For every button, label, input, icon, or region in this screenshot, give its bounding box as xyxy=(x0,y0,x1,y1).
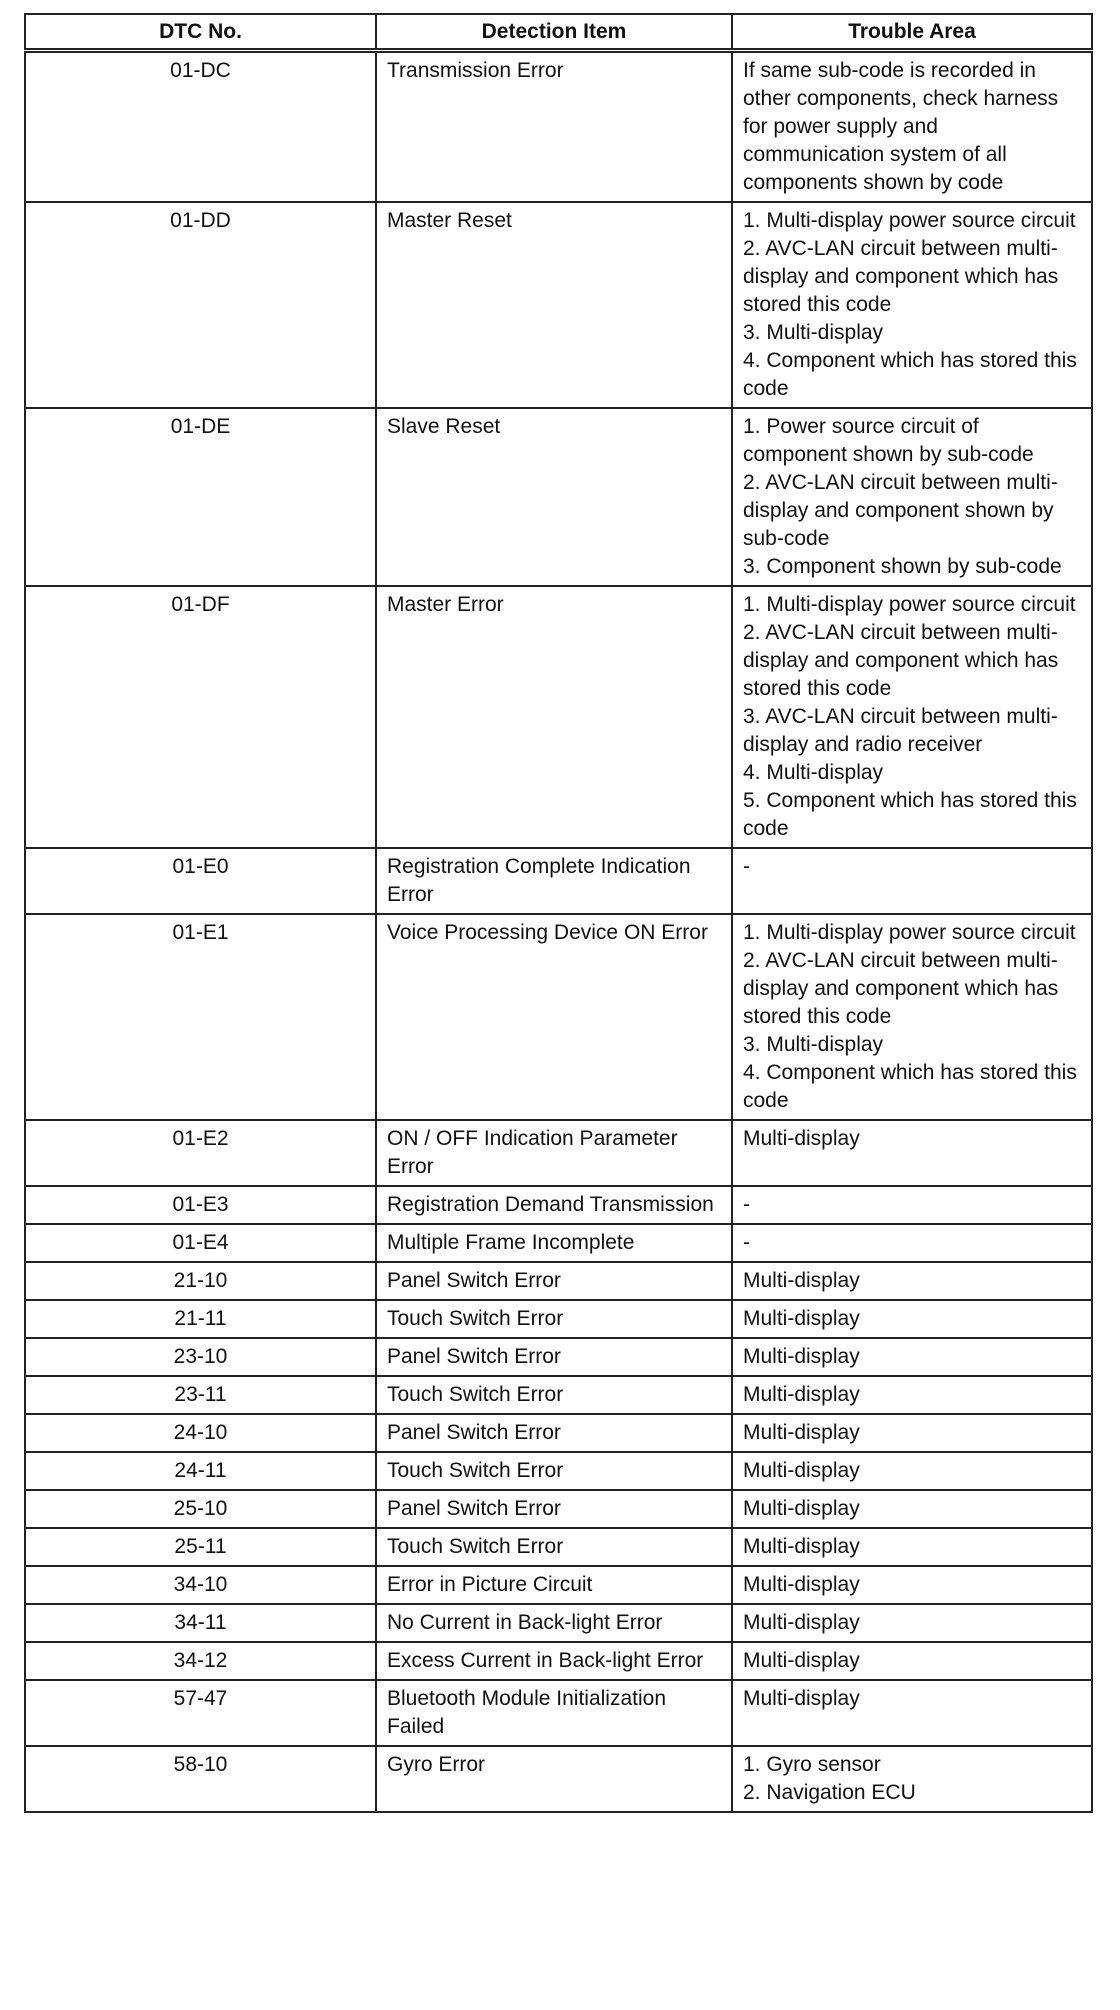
table-row xyxy=(25,51,1092,203)
trouble-area-cell xyxy=(732,1300,1092,1338)
table-row xyxy=(25,1300,1092,1338)
trouble-area-cell xyxy=(732,1490,1092,1528)
trouble-area-line: 3. AVC-LAN circuit between multi-display and radio receiver xyxy=(743,705,1058,756)
trouble-area-line: 4. Multi-display xyxy=(743,761,884,784)
trouble-area-cell xyxy=(732,1746,1092,1812)
dtc-code-cell: 01-E0 xyxy=(25,848,376,914)
trouble-area-line: Multi-display xyxy=(743,1649,860,1672)
table-row xyxy=(25,1528,1092,1566)
header-trouble-area: Trouble Area xyxy=(732,14,1092,51)
trouble-area-line: 4. Component which has stored this code xyxy=(743,349,1077,400)
dtc-code-cell: 24-10 xyxy=(25,1414,376,1452)
table-row xyxy=(25,1490,1092,1528)
detection-item-cell: Error in Picture Circuit xyxy=(376,1566,732,1604)
table-body xyxy=(25,51,1092,1813)
detection-item-cell: Master Reset xyxy=(376,202,732,408)
table-row xyxy=(25,1642,1092,1680)
trouble-area-cell xyxy=(732,586,1092,848)
trouble-area-line: 3. Component shown by sub-code xyxy=(743,555,1062,578)
detection-item-cell: Touch Switch Error xyxy=(376,1376,732,1414)
trouble-area-line: 1. Gyro sensor xyxy=(743,1753,881,1776)
dtc-code-cell: 34-10 xyxy=(25,1566,376,1604)
table-row xyxy=(25,408,1092,586)
dtc-code-cell: 23-10 xyxy=(25,1338,376,1376)
trouble-area-cell xyxy=(732,1604,1092,1642)
dtc-code-cell: 58-10 xyxy=(25,1746,376,1812)
table-row xyxy=(25,1604,1092,1642)
detection-item-cell: Bluetooth Module Initialization Failed xyxy=(376,1680,732,1746)
trouble-area-line: 2. AVC-LAN circuit between multi-display and component which has stored this code xyxy=(743,237,1059,316)
trouble-area-cell xyxy=(732,914,1092,1120)
dtc-code-cell: 01-E3 xyxy=(25,1186,376,1224)
detection-item-cell: Registration Complete Indication Error xyxy=(376,848,732,914)
trouble-area-cell xyxy=(732,1528,1092,1566)
detection-item-cell: Panel Switch Error xyxy=(376,1490,732,1528)
detection-item-cell: Excess Current in Back-light Error xyxy=(376,1642,732,1680)
table-row xyxy=(25,1224,1092,1262)
trouble-area-cell xyxy=(732,1120,1092,1186)
trouble-area-cell xyxy=(732,408,1092,586)
trouble-area-line: Multi-display xyxy=(743,1383,860,1406)
trouble-area-line: Multi-display xyxy=(743,1345,860,1368)
dtc-code-cell: 23-11 xyxy=(25,1376,376,1414)
dtc-code-cell: 24-11 xyxy=(25,1452,376,1490)
trouble-area-cell xyxy=(732,51,1092,203)
header-dtc-no: DTC No. xyxy=(25,14,376,51)
trouble-area-cell xyxy=(732,1566,1092,1604)
detection-item-cell: Transmission Error xyxy=(376,51,732,203)
detection-item-cell: Touch Switch Error xyxy=(376,1300,732,1338)
table-row xyxy=(25,1376,1092,1414)
table-row xyxy=(25,202,1092,408)
trouble-area-cell xyxy=(732,848,1092,914)
dtc-code-cell: 25-10 xyxy=(25,1490,376,1528)
detection-item-cell: Voice Processing Device ON Error xyxy=(376,914,732,1120)
dtc-code-cell: 01-DC xyxy=(25,51,376,203)
trouble-area-line: 5. Component which has stored this code xyxy=(743,789,1077,840)
trouble-area-line: 2. AVC-LAN circuit between multi-display and component shown by sub-code xyxy=(743,471,1058,550)
table-header-row xyxy=(25,14,1092,51)
table-row xyxy=(25,1566,1092,1604)
dtc-code-cell: 01-E4 xyxy=(25,1224,376,1262)
table-row xyxy=(25,1186,1092,1224)
dtc-code-cell: 01-E1 xyxy=(25,914,376,1120)
dtc-code-cell: 34-11 xyxy=(25,1604,376,1642)
dtc-code-cell: 01-DD xyxy=(25,202,376,408)
detection-item-cell: No Current in Back-light Error xyxy=(376,1604,732,1642)
detection-item-cell: ON / OFF Indication Parameter Error xyxy=(376,1120,732,1186)
detection-item-cell: Panel Switch Error xyxy=(376,1414,732,1452)
detection-item-cell: Slave Reset xyxy=(376,408,732,586)
trouble-area-cell xyxy=(732,1262,1092,1300)
detection-item-cell: Panel Switch Error xyxy=(376,1262,732,1300)
trouble-area-cell xyxy=(732,202,1092,408)
trouble-area-cell xyxy=(732,1376,1092,1414)
table-row xyxy=(25,1452,1092,1490)
trouble-area-line: 2. AVC-LAN circuit between multi-display and component which has stored this code xyxy=(743,621,1059,700)
detection-item-cell: Multiple Frame Incomplete xyxy=(376,1224,732,1262)
table-row xyxy=(25,1414,1092,1452)
trouble-area-cell xyxy=(732,1414,1092,1452)
trouble-area-cell xyxy=(732,1338,1092,1376)
trouble-area-line: 2. Navigation ECU xyxy=(743,1781,916,1804)
trouble-area-line: 3. Multi-display xyxy=(743,321,884,344)
trouble-area-line: Multi-display xyxy=(743,1421,860,1444)
detection-item-cell: Touch Switch Error xyxy=(376,1528,732,1566)
trouble-area-cell xyxy=(732,1452,1092,1490)
detection-item-cell: Panel Switch Error xyxy=(376,1338,732,1376)
trouble-area-line: 4. Component which has stored this code xyxy=(743,1061,1077,1112)
table-row xyxy=(25,1262,1092,1300)
dtc-code-cell: 57-47 xyxy=(25,1680,376,1746)
trouble-area-line: If same sub-code is recorded in other components, check harness for power supply and communication system of all components shown by code xyxy=(743,59,1059,194)
detection-item-cell: Registration Demand Transmission xyxy=(376,1186,732,1224)
detection-item-cell: Touch Switch Error xyxy=(376,1452,732,1490)
dtc-code-cell: 01-DF xyxy=(25,586,376,848)
dtc-table xyxy=(24,13,1093,1813)
detection-item-cell: Master Error xyxy=(376,586,732,848)
trouble-area-line: 1. Multi-display power source circuit xyxy=(743,209,1076,232)
trouble-area-cell xyxy=(732,1642,1092,1680)
trouble-area-cell xyxy=(732,1224,1092,1262)
dtc-code-cell: 21-11 xyxy=(25,1300,376,1338)
dtc-code-cell: 01-DE xyxy=(25,408,376,586)
dtc-code-cell: 25-11 xyxy=(25,1528,376,1566)
trouble-area-cell xyxy=(732,1680,1092,1746)
trouble-area-line: Multi-display xyxy=(743,1573,860,1596)
table-row xyxy=(25,1680,1092,1746)
trouble-area-line: 1. Multi-display power source circuit xyxy=(743,921,1076,944)
trouble-area-line: - xyxy=(743,855,750,878)
trouble-area-line: Multi-display xyxy=(743,1687,860,1710)
trouble-area-line: Multi-display xyxy=(743,1535,860,1558)
trouble-area-line: Multi-display xyxy=(743,1497,860,1520)
trouble-area-line: 1. Power source circuit of component shown by sub-code xyxy=(743,415,1034,466)
table-row xyxy=(25,914,1092,1120)
dtc-code-cell: 21-10 xyxy=(25,1262,376,1300)
header-detection-item: Detection Item xyxy=(376,14,732,51)
trouble-area-line: Multi-display xyxy=(743,1459,860,1482)
dtc-code-cell: 01-E2 xyxy=(25,1120,376,1186)
trouble-area-line: 1. Multi-display power source circuit xyxy=(743,593,1076,616)
trouble-area-line: 2. AVC-LAN circuit between multi-display and component which has stored this code xyxy=(743,949,1059,1028)
trouble-area-line: - xyxy=(743,1193,750,1216)
dtc-code-cell: 34-12 xyxy=(25,1642,376,1680)
trouble-area-line: 3. Multi-display xyxy=(743,1033,884,1056)
table-row xyxy=(25,586,1092,848)
table-row xyxy=(25,1338,1092,1376)
table-row xyxy=(25,848,1092,914)
trouble-area-line: Multi-display xyxy=(743,1127,860,1150)
detection-item-cell: Gyro Error xyxy=(376,1746,732,1812)
trouble-area-cell xyxy=(732,1186,1092,1224)
trouble-area-line: Multi-display xyxy=(743,1307,860,1330)
trouble-area-line: - xyxy=(743,1231,750,1254)
trouble-area-line: Multi-display xyxy=(743,1269,860,1292)
table-row xyxy=(25,1746,1092,1812)
table-row xyxy=(25,1120,1092,1186)
trouble-area-line: Multi-display xyxy=(743,1611,860,1634)
